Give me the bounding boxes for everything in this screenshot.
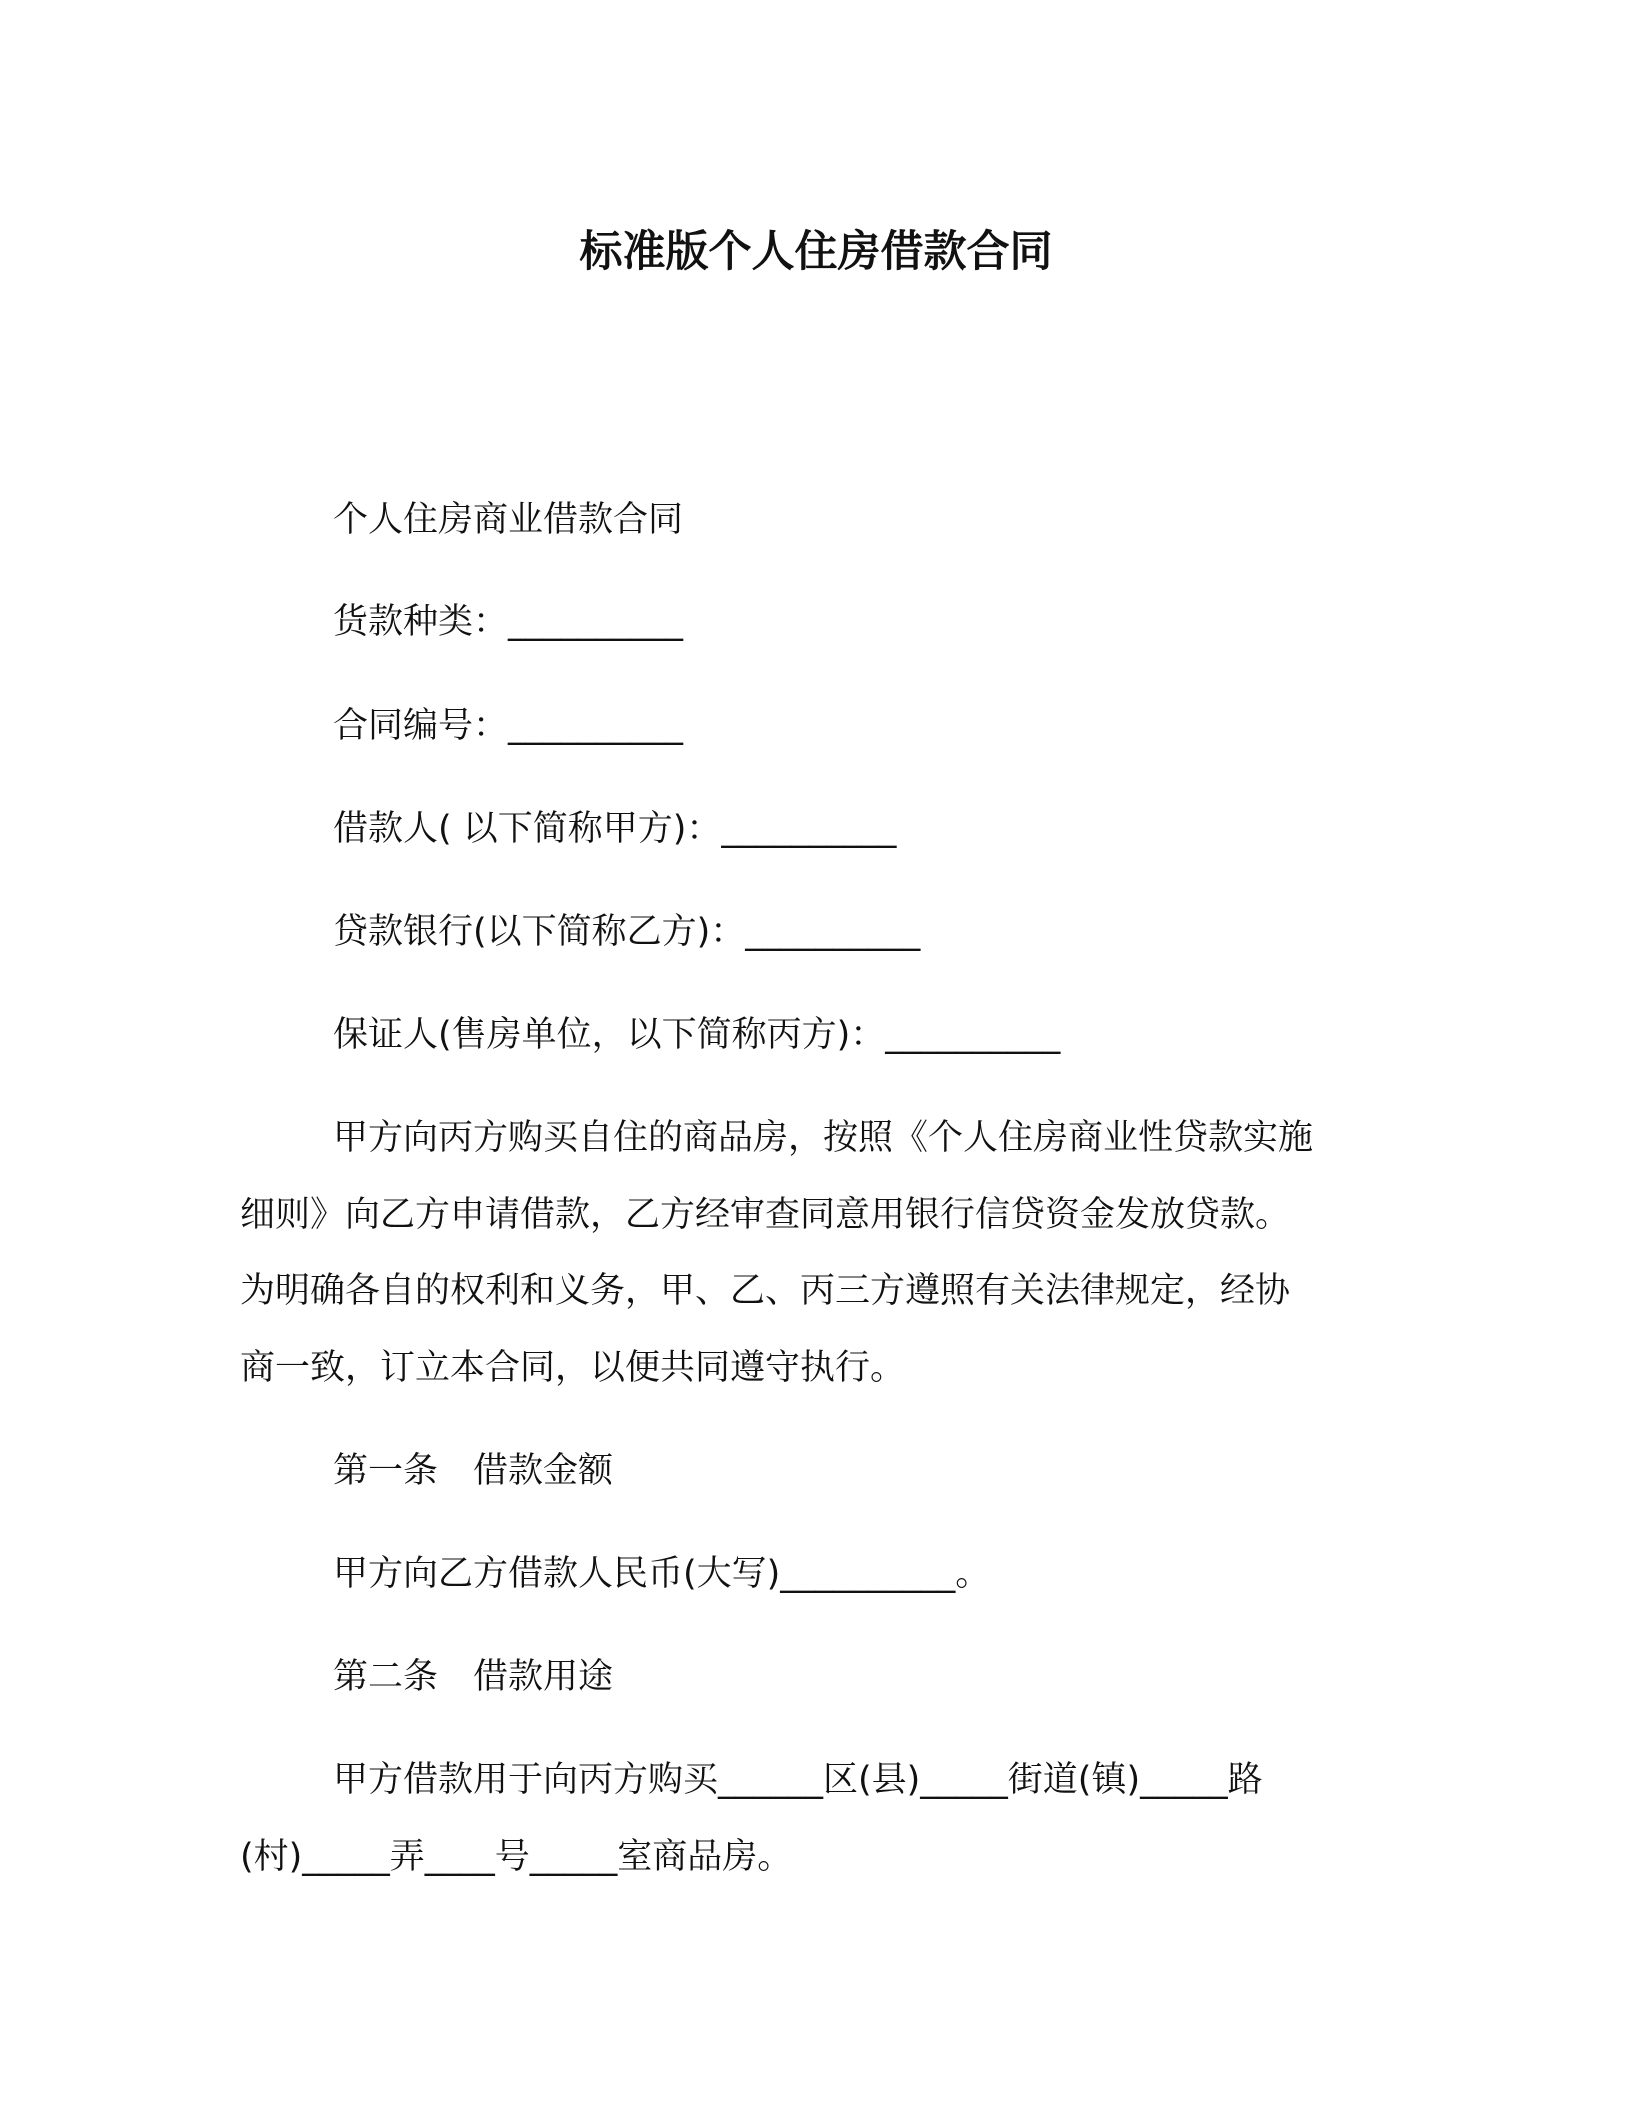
article-2-heading: 第二条 借款用途 — [333, 1657, 614, 1697]
preamble-line: 商一致，订立本合同，以便共同遵守执行。 — [240, 1348, 906, 1388]
preamble-line: 细则》向乙方申请借款，乙方经审查同意用银行信贷资金发放贷款。 — [240, 1195, 1291, 1235]
article-2-body-line: 甲方借款用于向丙方购买______区(县)_____街道(镇)_____路 — [333, 1760, 1263, 1800]
guarantor-field: 保证人(售房单位，以下简称丙方)：__________ — [333, 1015, 1061, 1055]
loan-type-field: 货款种类：__________ — [333, 602, 684, 642]
preamble-line: 甲方向丙方购买自住的商品房，按照《个人住房商业性贷款实施 — [333, 1118, 1314, 1158]
preamble-line: 为明确各自的权利和义务，甲、乙、丙三方遵照有关法律规定，经协 — [240, 1271, 1291, 1311]
contract-number-field: 合同编号：__________ — [333, 706, 684, 746]
contract-subtitle: 个人住房商业借款合同 — [333, 500, 684, 540]
article-1-heading: 第一条 借款金额 — [333, 1451, 614, 1491]
article-1-body: 甲方向乙方借款人民币(大写)__________。 — [333, 1554, 991, 1594]
borrower-field: 借款人( 以下简称甲方)：__________ — [333, 809, 897, 849]
document-title: 标准版个人住房借款合同 — [579, 227, 1053, 277]
bank-field: 贷款银行(以下简称乙方)：__________ — [333, 912, 921, 952]
article-2-body-line: (村)_____弄____号_____室商品房。 — [240, 1837, 793, 1877]
